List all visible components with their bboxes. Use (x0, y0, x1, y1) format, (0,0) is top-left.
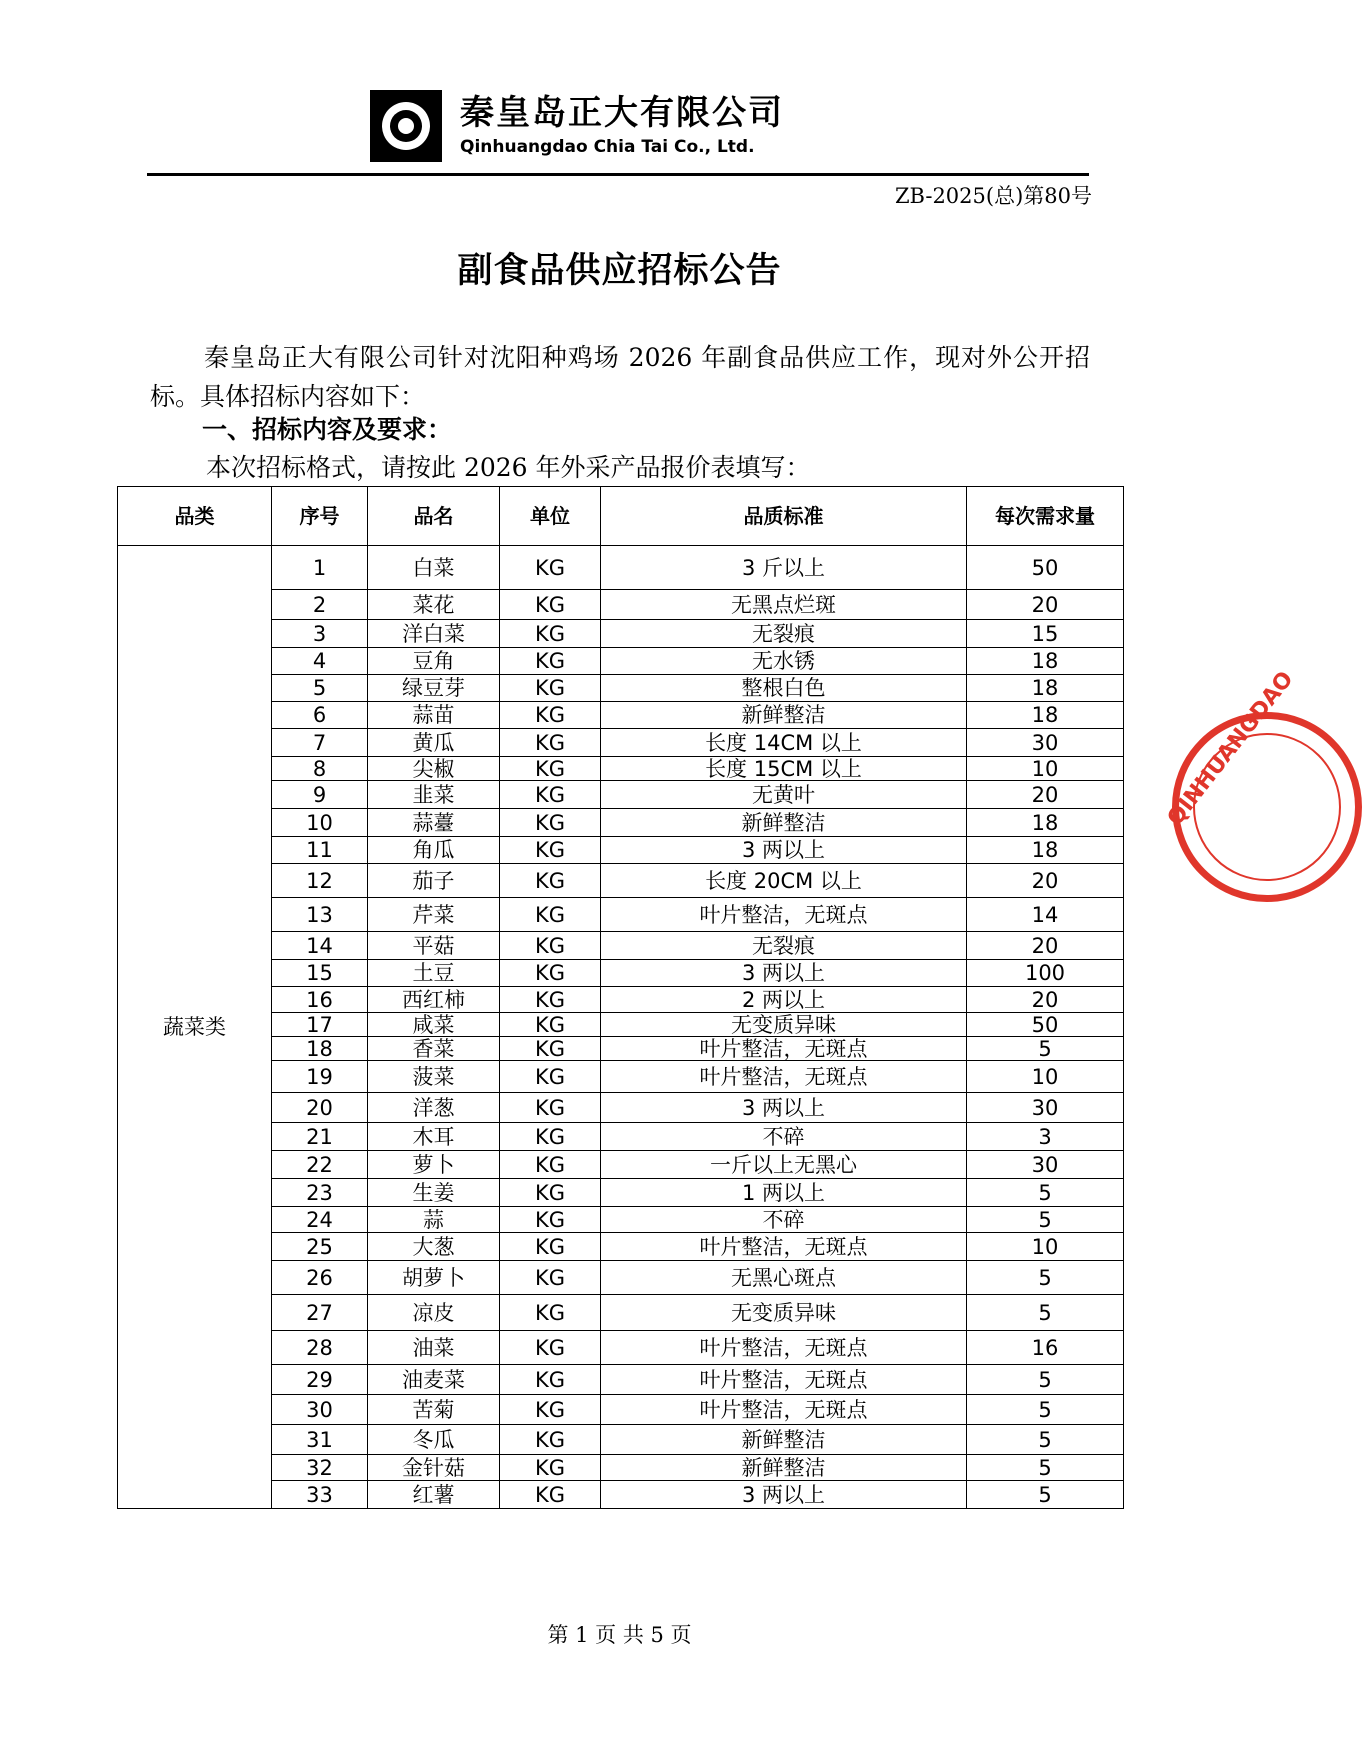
quality-standard-cell: 无黑心斑点 (601, 1261, 967, 1295)
row-number-cell: 22 (272, 1151, 368, 1179)
quantity-cell: 20 (967, 932, 1124, 960)
quality-standard-cell: 叶片整洁，无斑点 (601, 1395, 967, 1425)
row-number-cell: 23 (272, 1179, 368, 1207)
unit-cell: KG (500, 1179, 601, 1207)
row-number-cell: 13 (272, 898, 368, 932)
unit-cell: KG (500, 1233, 601, 1261)
item-name-cell: 洋白菜 (368, 620, 500, 648)
quality-standard-cell: 3 两以上 (601, 837, 967, 864)
quality-standard-cell: 长度 20CM 以上 (601, 864, 967, 898)
quality-standard-cell: 不碎 (601, 1123, 967, 1151)
quality-standard-cell: 叶片整洁，无斑点 (601, 898, 967, 932)
unit-cell: KG (500, 729, 601, 757)
row-number-cell: 5 (272, 675, 368, 702)
row-number-cell: 16 (272, 987, 368, 1013)
quantity-cell: 30 (967, 729, 1124, 757)
quality-standard-cell: 无变质异味 (601, 1295, 967, 1331)
quality-standard-cell: 长度 15CM 以上 (601, 757, 967, 781)
quantity-cell: 5 (967, 1481, 1124, 1509)
document-title: 副食品供应招标公告 (457, 251, 782, 291)
quality-standard-cell: 叶片整洁，无斑点 (601, 1365, 967, 1395)
row-number-cell: 26 (272, 1261, 368, 1295)
header-divider (147, 173, 1089, 176)
unit-cell: KG (500, 809, 601, 837)
quality-standard-cell: 无水锈 (601, 648, 967, 675)
quality-standard-cell: 叶片整洁，无斑点 (601, 1061, 967, 1093)
quantity-cell: 10 (967, 1233, 1124, 1261)
item-name-cell: 油麦菜 (368, 1365, 500, 1395)
item-name-cell: 土豆 (368, 960, 500, 987)
item-name-cell: 绿豆芽 (368, 675, 500, 702)
unit-cell: KG (500, 1061, 601, 1093)
quality-standard-cell: 叶片整洁，无斑点 (601, 1233, 967, 1261)
quality-standard-cell: 叶片整洁，无斑点 (601, 1037, 967, 1061)
quantity-cell: 16 (967, 1331, 1124, 1365)
unit-cell: KG (500, 590, 601, 620)
unit-cell: KG (500, 1207, 601, 1233)
row-number-cell: 19 (272, 1061, 368, 1093)
company-name-cn: 秦皇岛正大有限公司 (460, 93, 784, 133)
item-name-cell: 油菜 (368, 1331, 500, 1365)
category-cell: 蔬菜类 (118, 546, 272, 1509)
quantity-cell: 3 (967, 1123, 1124, 1151)
quality-standard-cell: 无黄叶 (601, 781, 967, 809)
row-number-cell: 2 (272, 590, 368, 620)
item-name-cell: 金针菇 (368, 1455, 500, 1481)
item-name-cell: 苦菊 (368, 1395, 500, 1425)
quantity-cell: 20 (967, 987, 1124, 1013)
item-name-cell: 咸菜 (368, 1013, 500, 1037)
unit-cell: KG (500, 1481, 601, 1509)
quality-standard-cell: 新鲜整洁 (601, 702, 967, 729)
quality-standard-cell: 整根白色 (601, 675, 967, 702)
quantity-cell: 18 (967, 837, 1124, 864)
header-unit: 单位 (500, 487, 601, 546)
quantity-cell: 5 (967, 1207, 1124, 1233)
quantity-cell: 18 (967, 702, 1124, 729)
company-name-en: Qinhuangdao Chia Tai Co., Ltd. (460, 137, 755, 157)
row-number-cell: 25 (272, 1233, 368, 1261)
item-name-cell: 豆角 (368, 648, 500, 675)
row-number-cell: 18 (272, 1037, 368, 1061)
unit-cell: KG (500, 1395, 601, 1425)
unit-cell: KG (500, 781, 601, 809)
company-seal (1162, 666, 1362, 902)
quantity-cell: 10 (967, 757, 1124, 781)
header-item-name: 品名 (368, 487, 500, 546)
row-number-cell: 4 (272, 648, 368, 675)
unit-cell: KG (500, 1331, 601, 1365)
unit-cell: KG (500, 1123, 601, 1151)
quantity-cell: 5 (967, 1455, 1124, 1481)
row-number-cell: 14 (272, 932, 368, 960)
quantity-cell: 30 (967, 1093, 1124, 1123)
item-name-cell: 生姜 (368, 1179, 500, 1207)
item-name-cell: 胡萝卜 (368, 1261, 500, 1295)
unit-cell: KG (500, 1151, 601, 1179)
row-number-cell: 3 (272, 620, 368, 648)
row-number-cell: 30 (272, 1395, 368, 1425)
unit-cell: KG (500, 1295, 601, 1331)
header-category: 品类 (118, 487, 272, 546)
quality-standard-cell: 长度 14CM 以上 (601, 729, 967, 757)
row-number-cell: 24 (272, 1207, 368, 1233)
unit-cell: KG (500, 1037, 601, 1061)
unit-cell: KG (500, 675, 601, 702)
section-heading: 一、招标内容及要求： (202, 415, 453, 444)
row-number-cell: 20 (272, 1093, 368, 1123)
header-quantity: 每次需求量 (967, 487, 1124, 546)
row-number-cell: 27 (272, 1295, 368, 1331)
price-table (117, 486, 1124, 1509)
row-number-cell: 11 (272, 837, 368, 864)
row-number-cell: 9 (272, 781, 368, 809)
unit-cell: KG (500, 837, 601, 864)
unit-cell: KG (500, 1093, 601, 1123)
row-number-cell: 31 (272, 1425, 368, 1455)
item-name-cell: 萝卜 (368, 1151, 500, 1179)
row-number-cell: 32 (272, 1455, 368, 1481)
item-name-cell: 凉皮 (368, 1295, 500, 1331)
unit-cell: KG (500, 864, 601, 898)
row-number-cell: 7 (272, 729, 368, 757)
document-number: ZB-2025(总)第80号 (894, 184, 1092, 208)
quality-standard-cell: 无黑点烂斑 (601, 590, 967, 620)
page-footer: 第 1 页 共 5 页 (547, 1623, 692, 1647)
item-name-cell: 芹菜 (368, 898, 500, 932)
item-name-cell: 香菜 (368, 1037, 500, 1061)
table-header-row (118, 487, 1124, 546)
unit-cell: KG (500, 898, 601, 932)
row-number-cell: 29 (272, 1365, 368, 1395)
item-name-cell: 尖椒 (368, 757, 500, 781)
header-quality-standard: 品质标准 (601, 487, 967, 546)
row-number-cell: 21 (272, 1123, 368, 1151)
row-number-cell: 17 (272, 1013, 368, 1037)
quality-standard-cell: 新鲜整洁 (601, 1425, 967, 1455)
quantity-cell: 50 (967, 1013, 1124, 1037)
table-note: 本次招标格式，请按此 2026 年外采产品报价表填写： (206, 453, 811, 482)
unit-cell: KG (500, 620, 601, 648)
item-name-cell: 蒜 (368, 1207, 500, 1233)
quantity-cell: 5 (967, 1295, 1124, 1331)
item-name-cell: 菜花 (368, 590, 500, 620)
item-name-cell: 洋葱 (368, 1093, 500, 1123)
row-number-cell: 6 (272, 702, 368, 729)
header-number: 序号 (272, 487, 368, 546)
unit-cell: KG (500, 546, 601, 590)
quantity-cell: 5 (967, 1261, 1124, 1295)
unit-cell: KG (500, 648, 601, 675)
quantity-cell: 50 (967, 546, 1124, 590)
quantity-cell: 18 (967, 675, 1124, 702)
item-name-cell: 茄子 (368, 864, 500, 898)
item-name-cell: 菠菜 (368, 1061, 500, 1093)
row-number-cell: 28 (272, 1331, 368, 1365)
item-name-cell: 黄瓜 (368, 729, 500, 757)
quality-standard-cell: 不碎 (601, 1207, 967, 1233)
unit-cell: KG (500, 932, 601, 960)
seal-lettering: QINHUANGDAO (1162, 666, 1299, 831)
row-number-cell: 33 (272, 1481, 368, 1509)
item-name-cell: 韭菜 (368, 781, 500, 809)
letterhead (370, 86, 784, 166)
unit-cell: KG (500, 757, 601, 781)
row-number-cell: 15 (272, 960, 368, 987)
item-name-cell: 平菇 (368, 932, 500, 960)
quality-standard-cell: 无裂痕 (601, 620, 967, 648)
quantity-cell: 30 (967, 1151, 1124, 1179)
quality-standard-cell: 3 斤以上 (601, 546, 967, 590)
table-row (118, 546, 1124, 590)
quantity-cell: 15 (967, 620, 1124, 648)
quality-standard-cell: 3 两以上 (601, 1481, 967, 1509)
unit-cell: KG (500, 1365, 601, 1395)
item-name-cell: 西红柿 (368, 987, 500, 1013)
item-name-cell: 大葱 (368, 1233, 500, 1261)
quantity-cell: 5 (967, 1395, 1124, 1425)
quality-standard-cell: 叶片整洁，无斑点 (601, 1331, 967, 1365)
unit-cell: KG (500, 1013, 601, 1037)
unit-cell: KG (500, 1425, 601, 1455)
item-name-cell: 红薯 (368, 1481, 500, 1509)
item-name-cell: 角瓜 (368, 837, 500, 864)
item-name-cell: 冬瓜 (368, 1425, 500, 1455)
row-number-cell: 8 (272, 757, 368, 781)
quality-standard-cell: 1 两以上 (601, 1179, 967, 1207)
quality-standard-cell: 无裂痕 (601, 932, 967, 960)
unit-cell: KG (500, 960, 601, 987)
quantity-cell: 5 (967, 1037, 1124, 1061)
unit-cell: KG (500, 702, 601, 729)
quality-standard-cell: 一斤以上无黑心 (601, 1151, 967, 1179)
unit-cell: KG (500, 1455, 601, 1481)
item-name-cell: 蒜薹 (368, 809, 500, 837)
item-name-cell: 蒜苗 (368, 702, 500, 729)
row-number-cell: 12 (272, 864, 368, 898)
unit-cell: KG (500, 1261, 601, 1295)
row-number-cell: 10 (272, 809, 368, 837)
quantity-cell: 14 (967, 898, 1124, 932)
quantity-cell: 18 (967, 809, 1124, 837)
quality-standard-cell: 新鲜整洁 (601, 1455, 967, 1481)
quantity-cell: 20 (967, 590, 1124, 620)
quality-standard-cell: 2 两以上 (601, 987, 967, 1013)
quantity-cell: 20 (967, 864, 1124, 898)
table-body (118, 546, 1124, 1509)
quantity-cell: 18 (967, 648, 1124, 675)
unit-cell: KG (500, 987, 601, 1013)
quality-standard-cell: 3 两以上 (601, 1093, 967, 1123)
intro-paragraph: 秦皇岛正大有限公司针对沈阳种鸡场 2026 年副食品供应工作，现对外公开招标。具体招标内容如下： (150, 343, 1090, 411)
company-name-block (460, 93, 784, 159)
quality-standard-cell: 无变质异味 (601, 1013, 967, 1037)
row-number-cell: 1 (272, 546, 368, 590)
quantity-cell: 5 (967, 1425, 1124, 1455)
company-logo-icon (370, 90, 442, 162)
quantity-cell: 5 (967, 1179, 1124, 1207)
quality-standard-cell: 新鲜整洁 (601, 809, 967, 837)
quantity-cell: 10 (967, 1061, 1124, 1093)
item-name-cell: 白菜 (368, 546, 500, 590)
quantity-cell: 20 (967, 781, 1124, 809)
quantity-cell: 5 (967, 1365, 1124, 1395)
quantity-cell: 100 (967, 960, 1124, 987)
item-name-cell: 木耳 (368, 1123, 500, 1151)
quality-standard-cell: 3 两以上 (601, 960, 967, 987)
